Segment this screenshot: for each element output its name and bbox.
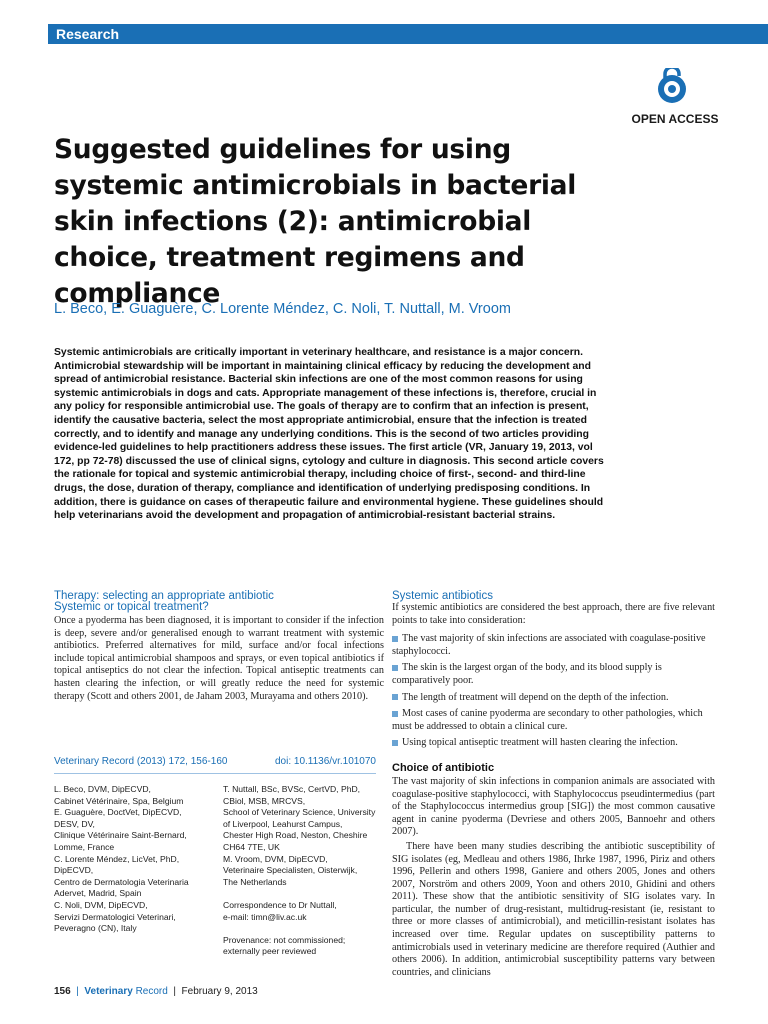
abstract: Systemic antimicrobials are critically important in veterinary healthcare, and resistance is a major concern. Antimicrobial stewardship will be important in maintaining clinical efficacy by reducing the development and spread of antimicrobial resistance. Bacterial skin infections are one of the most common reasons for using systemic antimicrobials in dogs and cats. Appropriate management of these infections is, therefore, crucial in any policy for responsible antimicrobial use. The goals of therapy are to confirm that an infection is present, identify the causative bacteria, select the most appropriate antimicrobial, ensure that the infection is treated correctly, and to identify and manage any underlying conditions. This is the second of two articles providing evidence-led guidelines to help practitioners address these issues. The first article (VR, January 19, 2013, vol 172, pp 72-78) discussed the use of clinical signs, cytology and culture in diagnosis. This second article covers the rationale for topical and systemic antimicrobial therapy, including choice of first-, second- and third-line drugs, the dose, duration of therapy, compliance and identification of underlying predisposing conditions. In addition, there is guidance on cases of therapeutic failure and environmental hygiene. These guidelines should help veterinarians avoid the development and propagation of antimicrobial-resistant bacterial strains.	[54, 347, 604, 522]
section-heading: Therapy: selecting an appropriate antibiotic	[54, 590, 274, 602]
affiliation-line: Peveragno (CN), Italy	[54, 923, 137, 934]
affiliations-right	[223, 784, 383, 958]
affiliation-line: Veterinaire Specialisten, Oisterwijk,	[223, 865, 358, 876]
affiliation-line: Chester High Road, Neston, Cheshire	[223, 830, 368, 841]
doi-link[interactable]: doi: 10.1136/vr.101070	[274, 756, 376, 767]
choice-of-antibiotic-heading: Choice of antibiotic	[392, 761, 495, 774]
open-access-label: OPEN ACCESS	[631, 112, 719, 126]
affiliation-line: Cabinet Vétérinaire, Spa, Belgium	[54, 795, 184, 806]
right-column	[392, 590, 715, 979]
key-points-list	[392, 633, 715, 750]
citation-line	[54, 756, 376, 774]
bullet-square-icon	[392, 665, 398, 671]
bullet-square-icon	[392, 740, 398, 746]
affiliation-line: Servizi Dermatologici Veterinari,	[54, 911, 176, 922]
article-title: Suggested guidelines for using systemic antimicrobials in bacterial skin infections (2): antimicrobial choice, treatment regimens and compliance	[54, 134, 576, 309]
affiliation-line: M. Vroom, DVM, DipECVD,	[223, 853, 328, 864]
body-paragraph: The vast majority of skin infections in companion animals are associated with coagulase-positive staphylococci, with Staphylococcus pseudintermedius (part of the Staphylococcus intermedius group [SIG]) the most common causative agent in canine pyoderma (Devriese and others 2005, Bannoehr and others 2007).	[392, 775, 715, 838]
affiliation-line: DipECVD,	[54, 865, 94, 876]
affiliation-line: of Liverpool, Leahurst Campus,	[223, 818, 343, 829]
left-column	[54, 590, 384, 703]
affiliation-line: The Netherlands	[223, 876, 287, 887]
section-label: Research	[56, 26, 120, 42]
list-item: The length of treatment will depend on the depth of the infection.	[392, 692, 715, 705]
affiliation-line: DESV, DV,	[54, 818, 95, 829]
bullet-square-icon	[392, 636, 398, 642]
page-number: 156	[54, 986, 71, 997]
intro-paragraph: If systemic antibiotics are considered the best approach, there are five relevant points to take into consideration:	[392, 602, 715, 626]
affiliation-line: C. Lorente Méndez, LicVet, PhD,	[54, 853, 180, 864]
correspondence-line: Correspondence to Dr Nuttall,	[223, 899, 337, 910]
affiliation-line: Lomme, France	[54, 841, 115, 852]
open-access-icon	[654, 68, 690, 104]
page-footer: 156 | Veterinary Record | February 9, 2013	[54, 986, 258, 997]
journal-citation: Veterinary Record (2013) 172, 156-160	[54, 756, 228, 767]
author-list: L. Beco, E. Guaguère, C. Lorente Méndez, C. Noli, T. Nuttall, M. Vroom	[54, 301, 511, 317]
provenance-line: Provenance: not commissioned;	[223, 934, 346, 945]
issue-date: February 9, 2013	[181, 986, 258, 997]
affiliation-line: Adervet, Madrid, Spain	[54, 888, 142, 899]
list-item: Using topical antiseptic treatment will hasten clearing the infection.	[392, 737, 715, 750]
section-subheading: Systemic or topical treatment?	[54, 601, 209, 613]
provenance-line: externally peer reviewed	[223, 946, 317, 957]
email-line: e-mail: timn@liv.ac.uk	[223, 911, 307, 922]
journal-name: Veterinary	[84, 986, 133, 997]
list-item: The skin is the largest organ of the body, and its blood supply is comparatively poor.	[392, 662, 662, 686]
affiliation-line: CBiol, MSB, MRCVS,	[223, 795, 306, 806]
affiliation-line: E. Guaguère, DoctVet, DipECVD,	[54, 807, 182, 818]
journal-name-suffix: Record	[135, 986, 168, 997]
affiliation-line: CH64 7TE, UK	[223, 841, 280, 852]
section-bar	[48, 24, 768, 44]
body-paragraph: Once a pyoderma has been diagnosed, it is important to consider if the infection is deep, severe and/or generalised enough to warrant treatment with systemic antibiotics. Preferred alternatives for mild, surface and/or focal infections include topical antimicrobial shampoos and sprays, or even topical antibiotics if topical antiseptics do not clear the infection. Topical antiseptic treatments can hasten clearing the infection, or will greatly reduce the need for systemic therapy (Scott and others 2001, de Jaham 2003, Murayama and others 2010).	[54, 615, 384, 702]
body-paragraph: There have been many studies describing the antibiotic susceptibility of SIG isolates (eg, Medleau and others 1986, Ihrke 1987, 1996, Piriz and others 1996, Pellerin and others 1998, Ganiere and others 2005, Jones and others 2007, Norström and others 2009, Yoon and others 2010, Ghidini and others 2011). These show that the antibiotic sensitivity of SIG isolates vary. In particular, the number of drug-resistant, multidrug-resistant (ie, resistant to three or more classes of antimicrobial), and meticillin-resistant isolates has increased over time. Regular updates on susceptibility patterns to antimicrobials used in veterinary medicine are therefore required (Authier and others 2006). In addition, antimicrobial susceptibility patterns vary between countries, and clinicians	[392, 840, 715, 978]
affiliation-line: C. Noli, DVM, DipECVD,	[54, 899, 148, 910]
list-item: The vast majority of skin infections are associated with coagulase-positive staphylococci.	[392, 633, 706, 657]
systemic-antibiotics-heading: Systemic antibiotics	[392, 590, 493, 602]
bullet-square-icon	[392, 711, 398, 717]
affiliations-left	[54, 784, 214, 935]
list-item: Most cases of canine pyoderma are secondary to other pathologies, which must be addressed to obtain a clinical cure.	[392, 708, 703, 732]
affiliation-line: L. Beco, DVM, DipECVD,	[54, 784, 151, 794]
affiliation-line: T. Nuttall, BSc, BVSc, CertVD, PhD,	[223, 784, 361, 794]
bullet-square-icon	[392, 694, 398, 700]
affiliation-line: Clinique Vétérinaire Saint-Bernard,	[54, 830, 187, 841]
affiliation-line: Centro de Dermatologia Veterinaria	[54, 876, 189, 887]
affiliation-line: School of Veterinary Science, University	[223, 807, 376, 818]
